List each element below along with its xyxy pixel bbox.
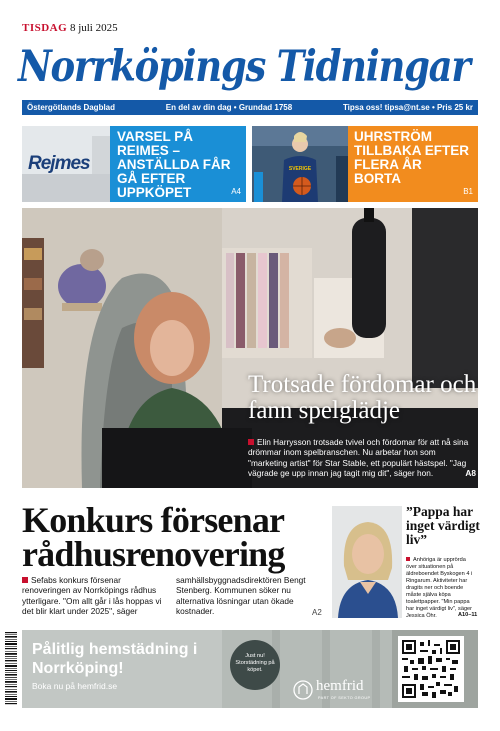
teaser-rejmes[interactable]: [110, 126, 246, 202]
teaser-rejmes-page: A4: [231, 187, 241, 196]
hemfrid-logo: hemfrid: [316, 678, 364, 694]
info-center: En del av din dag • Grundad 1758: [165, 103, 293, 112]
hemfrid-logo-sub: PART OF SEKTO GROUP: [318, 696, 371, 700]
lead-story-headline[interactable]: Konkurs försenar rådhusrenovering: [22, 500, 285, 574]
teaser-uhrstrom[interactable]: [348, 126, 478, 202]
lead-story-page: A2: [312, 608, 322, 617]
main-story-page: A8: [465, 468, 476, 479]
quote-story-text: Anhöriga är upprörda över situationen på äldreboendet Byskogen 4 i Ringarum. Aktiviteter har dragits ner och boende måste själva köpa toalettpapper. "Min pappa har inget värdigt liv", säger Jessica Öhr.: [406, 557, 473, 619]
info-bar: [22, 100, 478, 115]
lead-story-col2: samhällsbyggnadsdirektören Bengt Stenberg. Kommunen söker nu alternativa lösningar utan ökade kostnader.: [176, 575, 306, 617]
barcode: [4, 630, 18, 708]
ad-headline: Pålitlig hemstädning i Norrköping!: [32, 641, 198, 677]
ad-subline[interactable]: Boka nu på hemfrid.se: [32, 681, 118, 691]
bullet-square-icon: [248, 439, 254, 445]
qr-code[interactable]: [398, 636, 464, 702]
quote-story-portrait: [332, 506, 402, 618]
info-left: Östergötlands Dagblad: [27, 103, 116, 112]
info-right[interactable]: Tipsa oss! tipsa@nt.se • Pris 25 kr: [342, 103, 473, 112]
bullet-square-icon: [22, 577, 28, 583]
lead-story-text-1: Sefabs konkurs försenar renoveringen av Norrköpings rådhus ytterligare. "Om allt går i lås hoppas vi det blir klart under 2025", säger: [22, 575, 162, 617]
masthead: Norrköpings Tidningar: [18, 42, 470, 92]
dateline: [22, 22, 118, 34]
teaser-uhrstrom-headline: UHRSTRÖM TILLBAKA EFTER FLERA ÅR BORTA: [354, 129, 469, 186]
bullet-square-icon: [406, 557, 410, 561]
main-story-text: Elin Harrysson trotsade tvivel och fördomar för att nå sina drömmar inom spelbranschen. Nu arbetar hon som "marketing artist" för Star Stable, ett populärt hästspel. "Jag vägrade ge upp innan jag tagit mig dit", säger hon.: [248, 437, 469, 479]
main-story-headline[interactable]: Trotsade fördomar och fann spelglädje: [248, 371, 477, 424]
woman-portrait-image: [332, 506, 402, 618]
weekday: TISDAG: [22, 22, 68, 34]
lead-story-col1: [22, 575, 165, 617]
rejmes-logo: Rejmes: [28, 153, 90, 174]
ad-offer-badge: Just nu! Storstädning på köpet.: [230, 640, 280, 690]
teaser-rejmes-headline: VARSEL PÅ REIMES – ANSTÄLLDA FÅR GÅ EFTER UPPKÖPET: [117, 129, 231, 200]
teaser-uhrstrom-photo: [252, 126, 348, 202]
quote-story-body: [406, 557, 478, 620]
teaser-uhrstrom-page: B1: [463, 187, 473, 196]
basketball-player-image: [252, 126, 348, 202]
main-story-body: [248, 437, 476, 479]
issue-date: 8 juli 2025: [69, 22, 118, 34]
hemfrid-logo-icon: [293, 680, 313, 700]
quote-story-headline[interactable]: ”Pappa har inget värdigt liv”: [406, 504, 480, 547]
qr-code-icon: [402, 640, 460, 698]
quote-story-page: A10–11: [458, 612, 478, 618]
jersey-text: SVERIGE: [288, 166, 312, 172]
